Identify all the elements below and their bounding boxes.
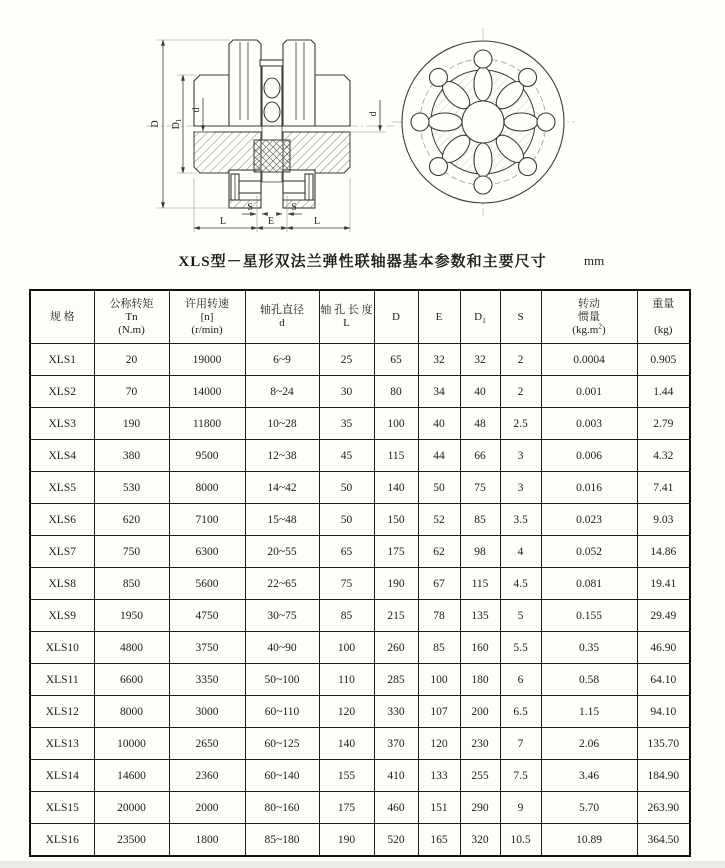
data-cell: 20000 <box>94 792 169 824</box>
data-cell: 14~42 <box>245 472 319 504</box>
data-cell: 14.86 <box>637 536 690 568</box>
row-label-cell: XLS6 <box>30 504 94 536</box>
data-cell: 330 <box>374 696 418 728</box>
data-cell: 80~160 <box>245 792 319 824</box>
data-cell: 65 <box>374 344 418 376</box>
table-row <box>30 664 690 696</box>
header-cell: 规 格 <box>30 290 94 344</box>
data-cell: 29.49 <box>637 600 690 632</box>
data-cell: 30 <box>319 376 374 408</box>
table-row <box>30 536 690 568</box>
table-row <box>30 824 690 857</box>
data-cell: 8~24 <box>245 376 319 408</box>
data-cell: 180 <box>460 664 500 696</box>
row-label-cell: XLS10 <box>30 632 94 664</box>
data-cell: 67 <box>418 568 460 600</box>
row-label-cell: XLS8 <box>30 568 94 600</box>
header-cell: 公称转矩 Tn (N.m) <box>94 290 169 344</box>
dim-label-d-left: d <box>191 107 202 113</box>
data-cell: 85 <box>319 600 374 632</box>
data-cell: 115 <box>374 440 418 472</box>
data-cell: 10.5 <box>500 824 541 857</box>
data-cell: 7 <box>500 728 541 760</box>
data-cell: 85 <box>460 504 500 536</box>
data-cell: 40 <box>418 408 460 440</box>
data-cell: 3.46 <box>541 760 637 792</box>
data-cell: 320 <box>460 824 500 857</box>
data-cell: 3 <box>500 472 541 504</box>
data-cell: 2360 <box>169 760 245 792</box>
unit-label: mm <box>584 253 605 268</box>
data-cell: 1800 <box>169 824 245 857</box>
data-cell: 2.06 <box>541 728 637 760</box>
data-cell: 60~125 <box>245 728 319 760</box>
data-cell: 4.32 <box>637 440 690 472</box>
row-label-cell: XLS16 <box>30 824 94 857</box>
data-cell: 530 <box>94 472 169 504</box>
data-cell: 14000 <box>169 376 245 408</box>
data-cell: 155 <box>319 760 374 792</box>
dim-label-S-left: S <box>247 202 253 213</box>
data-cell: 0.023 <box>541 504 637 536</box>
row-label-cell: XLS1 <box>30 344 94 376</box>
data-cell: 190 <box>94 408 169 440</box>
data-cell: 380 <box>94 440 169 472</box>
header-cell: D <box>374 290 418 344</box>
data-cell: 3350 <box>169 664 245 696</box>
table-row <box>30 440 690 472</box>
data-cell: 19000 <box>169 344 245 376</box>
data-cell: 5 <box>500 600 541 632</box>
data-cell: 10.89 <box>541 824 637 857</box>
table-row <box>30 568 690 600</box>
data-cell: 35 <box>319 408 374 440</box>
data-cell: 165 <box>418 824 460 857</box>
section-view-drawing <box>146 40 394 232</box>
data-cell: 40~90 <box>245 632 319 664</box>
data-cell: 2000 <box>169 792 245 824</box>
data-cell: 6 <box>500 664 541 696</box>
data-cell: 100 <box>418 664 460 696</box>
spec-table <box>29 289 691 857</box>
row-label-cell: XLS11 <box>30 664 94 696</box>
data-cell: 44 <box>418 440 460 472</box>
data-cell: 80 <box>374 376 418 408</box>
dim-label-d-right: d <box>368 111 379 117</box>
data-cell: 2 <box>500 376 541 408</box>
data-cell: 20~55 <box>245 536 319 568</box>
row-label-cell: XLS3 <box>30 408 94 440</box>
data-cell: 115 <box>460 568 500 600</box>
data-cell: 50~100 <box>245 664 319 696</box>
header-cell: 轴孔直径 d <box>245 290 319 344</box>
data-cell: 4 <box>500 536 541 568</box>
table-row <box>30 376 690 408</box>
data-cell: 46.90 <box>637 632 690 664</box>
data-cell: 175 <box>374 536 418 568</box>
data-cell: 1.44 <box>637 376 690 408</box>
header-cell: S <box>500 290 541 344</box>
table-row <box>30 344 690 376</box>
header-cell: $D_1$ <box>460 290 500 344</box>
data-cell: 32 <box>418 344 460 376</box>
data-cell: 200 <box>460 696 500 728</box>
data-cell: 2 <box>500 344 541 376</box>
data-cell: 0.905 <box>637 344 690 376</box>
row-label-cell: XLS9 <box>30 600 94 632</box>
data-cell: 520 <box>374 824 418 857</box>
header-cell: 重量 (kg) <box>637 290 690 344</box>
table-row <box>30 632 690 664</box>
data-cell: 151 <box>418 792 460 824</box>
data-cell: 75 <box>460 472 500 504</box>
data-cell: 4.5 <box>500 568 541 600</box>
table-row <box>30 696 690 728</box>
table-row <box>30 504 690 536</box>
data-cell: 0.052 <box>541 536 637 568</box>
header-cell: 转动 惯量 $(kg.m^2)$ <box>541 290 637 344</box>
data-cell: 255 <box>460 760 500 792</box>
data-cell: 7100 <box>169 504 245 536</box>
data-cell: 7.41 <box>637 472 690 504</box>
data-cell: 285 <box>374 664 418 696</box>
data-cell: 34 <box>418 376 460 408</box>
data-cell: 850 <box>94 568 169 600</box>
row-label-cell: XLS5 <box>30 472 94 504</box>
data-cell: 70 <box>94 376 169 408</box>
data-cell: 50 <box>319 472 374 504</box>
data-cell: 98 <box>460 536 500 568</box>
data-cell: 5600 <box>169 568 245 600</box>
dim-label-D1: $D_1$ <box>171 118 183 130</box>
data-cell: 60~140 <box>245 760 319 792</box>
data-cell: 135 <box>460 600 500 632</box>
data-cell: 0.001 <box>541 376 637 408</box>
data-cell: 460 <box>374 792 418 824</box>
data-cell: 140 <box>374 472 418 504</box>
data-cell: 3.5 <box>500 504 541 536</box>
data-cell: 0.58 <box>541 664 637 696</box>
header-cell: 许用转速 [n] (r/min) <box>169 290 245 344</box>
header-cell: 轴 孔 长 度 L <box>319 290 374 344</box>
data-cell: 110 <box>319 664 374 696</box>
row-label-cell: XLS14 <box>30 760 94 792</box>
data-cell: 750 <box>94 536 169 568</box>
data-cell: 6600 <box>94 664 169 696</box>
table-row <box>30 600 690 632</box>
data-cell: 184.90 <box>637 760 690 792</box>
title-row <box>0 250 725 271</box>
dim-label-D: D <box>150 120 161 128</box>
data-cell: 107 <box>418 696 460 728</box>
dim-label-E: E <box>267 216 275 227</box>
data-cell: 12~38 <box>245 440 319 472</box>
page-edge-strip <box>0 861 725 868</box>
data-cell: 1.15 <box>541 696 637 728</box>
data-cell: 94.10 <box>637 696 690 728</box>
data-cell: 15~48 <box>245 504 319 536</box>
row-label-cell: XLS2 <box>30 376 94 408</box>
data-cell: 120 <box>418 728 460 760</box>
data-cell: 10000 <box>94 728 169 760</box>
table-row <box>30 792 690 824</box>
table-row <box>30 408 690 440</box>
table-row <box>30 760 690 792</box>
data-cell: 45 <box>319 440 374 472</box>
row-label-cell: XLS7 <box>30 536 94 568</box>
data-cell: 65 <box>319 536 374 568</box>
data-cell: 4750 <box>169 600 245 632</box>
data-cell: 263.90 <box>637 792 690 824</box>
data-cell: 133 <box>418 760 460 792</box>
data-cell: 22~65 <box>245 568 319 600</box>
data-cell: 6.5 <box>500 696 541 728</box>
data-cell: 140 <box>319 728 374 760</box>
data-cell: 0.35 <box>541 632 637 664</box>
data-cell: 0.081 <box>541 568 637 600</box>
data-cell: 160 <box>460 632 500 664</box>
data-cell: 3 <box>500 440 541 472</box>
data-cell: 175 <box>319 792 374 824</box>
data-cell: 5.70 <box>541 792 637 824</box>
data-cell: 60~110 <box>245 696 319 728</box>
data-cell: 0.016 <box>541 472 637 504</box>
data-cell: 30~75 <box>245 600 319 632</box>
data-cell: 52 <box>418 504 460 536</box>
table-row <box>30 472 690 504</box>
data-cell: 7.5 <box>500 760 541 792</box>
data-cell: 260 <box>374 632 418 664</box>
data-cell: 1950 <box>94 600 169 632</box>
data-cell: 230 <box>460 728 500 760</box>
spec-table-body <box>30 344 690 857</box>
table-row <box>30 728 690 760</box>
data-cell: 135.70 <box>637 728 690 760</box>
data-cell: 9 <box>500 792 541 824</box>
dim-label-L-left: L <box>219 216 227 227</box>
data-cell: 6300 <box>169 536 245 568</box>
data-cell: 19.41 <box>637 568 690 600</box>
data-cell: 50 <box>418 472 460 504</box>
data-cell: 32 <box>460 344 500 376</box>
data-cell: 78 <box>418 600 460 632</box>
data-cell: 620 <box>94 504 169 536</box>
dim-label-S-right: S <box>291 202 297 213</box>
data-cell: 370 <box>374 728 418 760</box>
data-cell: 190 <box>374 568 418 600</box>
data-cell: 2.5 <box>500 408 541 440</box>
data-cell: 290 <box>460 792 500 824</box>
data-cell: 215 <box>374 600 418 632</box>
data-cell: 50 <box>319 504 374 536</box>
dim-label-L-right: L <box>313 216 321 227</box>
data-cell: 64.10 <box>637 664 690 696</box>
data-cell: 0.006 <box>541 440 637 472</box>
data-cell: 40 <box>460 376 500 408</box>
row-label-cell: XLS4 <box>30 440 94 472</box>
row-label-cell: XLS13 <box>30 728 94 760</box>
data-cell: 85 <box>418 632 460 664</box>
data-cell: 8000 <box>94 696 169 728</box>
data-cell: 85~180 <box>245 824 319 857</box>
data-cell: 6~9 <box>245 344 319 376</box>
data-cell: 48 <box>460 408 500 440</box>
data-cell: 66 <box>460 440 500 472</box>
data-cell: 364.50 <box>637 824 690 857</box>
data-cell: 0.0004 <box>541 344 637 376</box>
header-cell: E <box>418 290 460 344</box>
data-cell: 3750 <box>169 632 245 664</box>
data-cell: 5.5 <box>500 632 541 664</box>
data-cell: 100 <box>319 632 374 664</box>
data-cell: 75 <box>319 568 374 600</box>
data-cell: 0.003 <box>541 408 637 440</box>
data-cell: 0.155 <box>541 600 637 632</box>
front-view-drawing <box>392 28 575 216</box>
data-cell: 11800 <box>169 408 245 440</box>
data-cell: 14600 <box>94 760 169 792</box>
data-cell: 2650 <box>169 728 245 760</box>
data-cell: 410 <box>374 760 418 792</box>
data-cell: 23500 <box>94 824 169 857</box>
data-cell: 2.79 <box>637 408 690 440</box>
data-cell: 9.03 <box>637 504 690 536</box>
data-cell: 8000 <box>169 472 245 504</box>
data-cell: 190 <box>319 824 374 857</box>
data-cell: 3000 <box>169 696 245 728</box>
data-cell: 4800 <box>94 632 169 664</box>
spec-table-head <box>30 290 690 344</box>
data-cell: 25 <box>319 344 374 376</box>
data-cell: 20 <box>94 344 169 376</box>
data-cell: 62 <box>418 536 460 568</box>
technical-drawing <box>0 0 725 248</box>
row-label-cell: XLS15 <box>30 792 94 824</box>
data-cell: 100 <box>374 408 418 440</box>
data-cell: 150 <box>374 504 418 536</box>
page-title: XLS型－星形双法兰弹性联轴器基本参数和主要尺寸 <box>178 254 547 270</box>
data-cell: 10~28 <box>245 408 319 440</box>
row-label-cell: XLS12 <box>30 696 94 728</box>
data-cell: 120 <box>319 696 374 728</box>
data-cell: 9500 <box>169 440 245 472</box>
